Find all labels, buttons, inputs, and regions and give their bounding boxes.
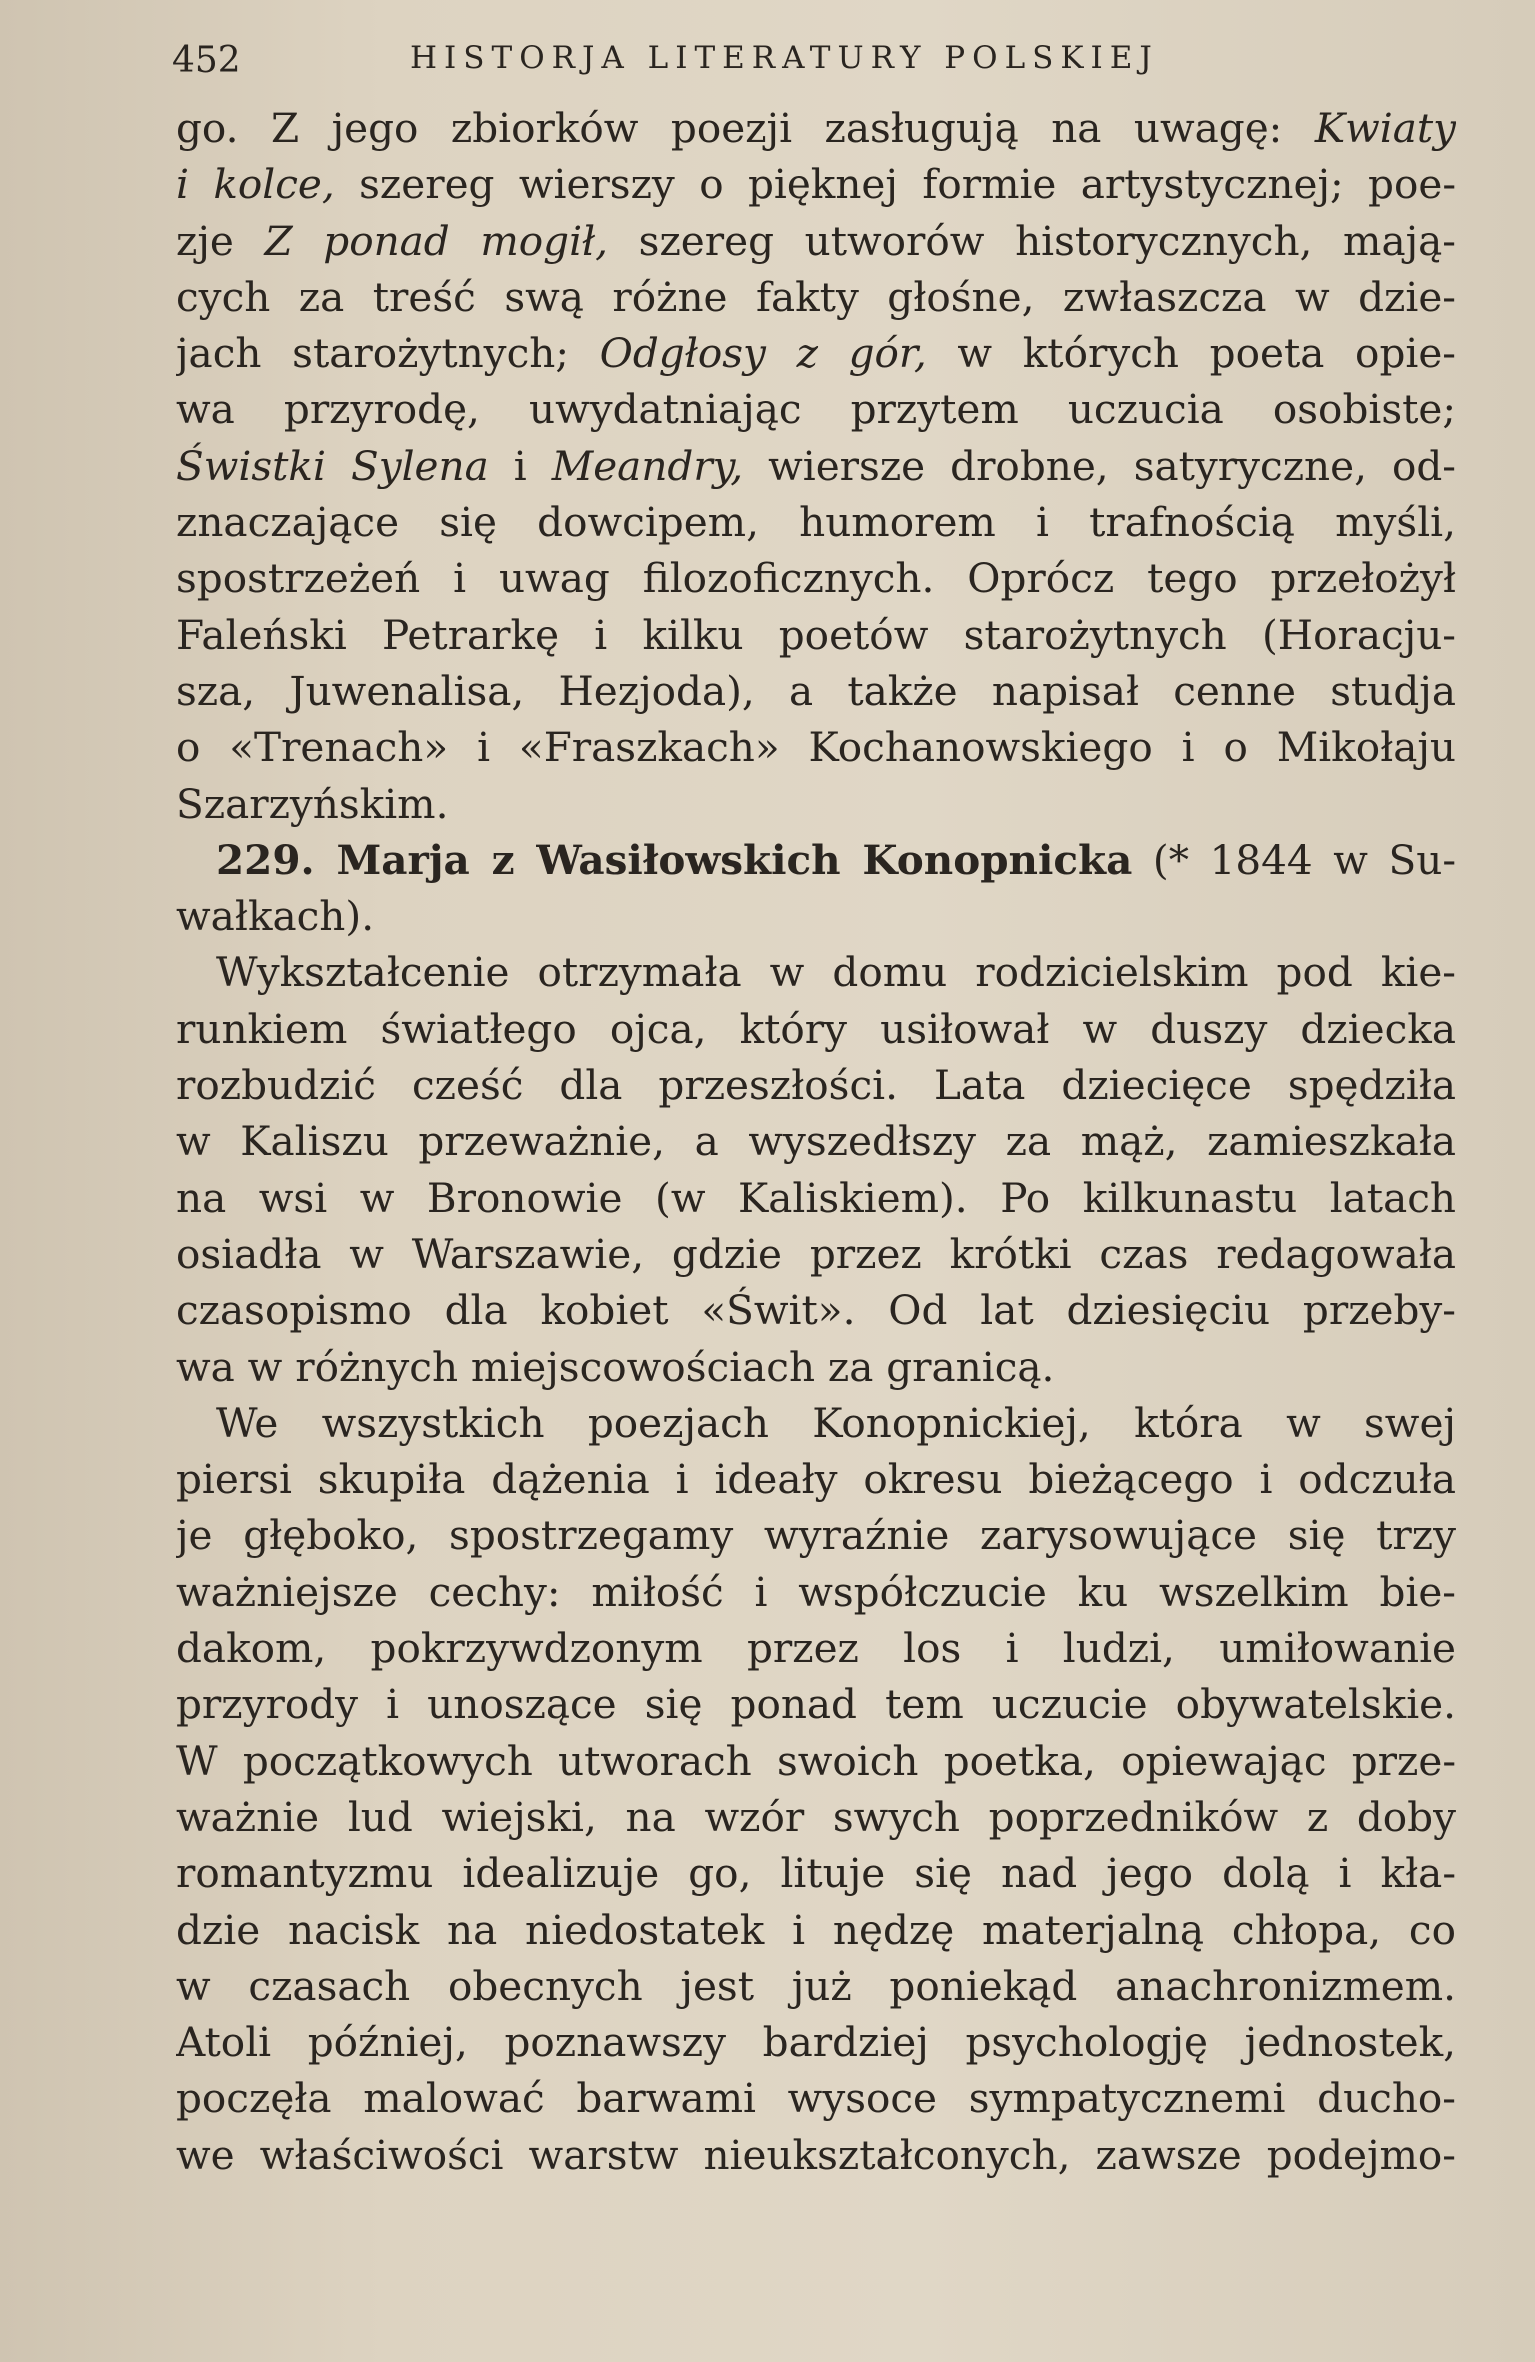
running-title: HISTORJA LITERATURY POLSKIEJ [410,40,1159,76]
text-segment: (* 1844 w Su- [1132,835,1456,884]
text-line [176,269,1456,325]
italic-title: Świstki Sylena [176,441,489,490]
text-segment: Szarzyńskim. [176,779,449,828]
text-segment: wa w różnych miejscowościach za granicą. [176,1342,1055,1391]
text-line [176,100,1456,156]
text-line [176,1789,1456,1845]
text-line [176,1113,1456,1169]
text-segment: wiersze drobne, satyryczne, od- [743,441,1456,490]
text-line [176,550,1456,606]
text-segment: i [488,441,552,490]
text-segment: Atoli później, poznawszy bardziej psychologję jednostek, [176,2018,1456,2067]
text-line [176,1564,1456,1620]
text-segment: znaczające się dowcipem, humorem i trafnością myśli, [176,498,1456,547]
text-segment: osiadła w Warszawie, gdzie przez krótki czas redagowała [176,1229,1456,1278]
text-line [176,1845,1456,1901]
text-segment: W początkowych utworach swoich poetka, opiewając prze- [176,1736,1456,1785]
text-line [176,494,1456,550]
text-segment: wa przyrodę, uwydatniając przytem uczucia osobiste; [176,385,1456,434]
text-segment: rozbudzić cześć dla przeszłości. Lata dziecięce spędziła [176,1061,1456,1110]
text-line [176,663,1456,719]
text-segment: wałkach). [176,892,375,941]
body-text [176,100,1456,2183]
text-line [176,1676,1456,1732]
italic-title: Meandry, [551,441,744,490]
italic-title: Odgłosy z gór, [599,329,927,378]
italic-title: i kolce, [176,160,335,209]
text-segment: we właściwości warstw nieukształconych, zawsze podejmo- [176,2130,1456,2179]
text-segment: w czasach obecnych jest już poniekąd anachronizmem. [176,1961,1456,2010]
text-segment: Wykształcenie otrzymała w domu rodzicielskim pod kie- [216,948,1456,997]
text-line [176,156,1456,212]
text-line [176,325,1456,381]
text-line [176,719,1456,775]
text-segment: ważnie lud wiejski, na wzór swych poprzedników z doby [176,1792,1456,1841]
text-segment: na wsi w Bronowie (w Kaliskiem). Po kilkunastu latach [176,1173,1456,1222]
text-segment: jach starożytnych; [176,329,600,378]
text-segment: zje [176,216,265,265]
text-line [176,381,1456,437]
text-line [176,2014,1456,2070]
text-segment: romantyzmu idealizuje go, lituje się nad jego dolą i kła- [176,1849,1456,1898]
text-line [176,438,1456,494]
text-segment: szereg wierszy o pięknej formie artystycznej; poe- [334,160,1456,209]
text-line [176,944,1456,1000]
text-line [176,1339,1456,1395]
text-segment: spostrzeżeń i uwag filozoficznych. Oprócz tego przełożył [176,554,1456,603]
text-line [176,2070,1456,2126]
italic-title: Z ponad mogił, [264,216,609,265]
text-segment: czasopismo dla kobiet «Świt». Od lat dziesięciu przeby- [176,1286,1456,1335]
text-line [176,1170,1456,1226]
text-segment: ważniejsze cechy: miłość i współczucie ku wszelkim bie- [176,1567,1456,1616]
text-segment: przyrody i unoszące się ponad tem uczucie obywatelskie. [176,1680,1456,1729]
text-segment: We wszystkich poezjach Konopnickiej, która w swej [216,1398,1456,1447]
text-segment: o «Trenach» i «Fraszkach» Kochanowskiego i o Mikołaju [176,723,1456,772]
text-line [176,888,1456,944]
text-line [176,1395,1456,1451]
text-segment: go. Z jego zbiorków poezji zasługują na uwagę: [176,104,1315,152]
text-segment: poczęła malować barwami wysoce sympatycznemi ducho- [176,2074,1456,2123]
text-segment: dakom, pokrzywdzonym przez los i ludzi, umiłowanie [176,1624,1456,1673]
text-segment: sza, Juwenalisa, Hezjoda), a także napisał cenne studja [176,666,1456,715]
text-line [176,2127,1456,2183]
text-segment: Faleński Petrarkę i kilku poetów starożytnych (Horacju- [176,610,1456,659]
text-line [176,1226,1456,1282]
text-segment: w Kaliszu przeważnie, a wyszedłszy za mąż, zamieszkała [176,1117,1456,1166]
text-line [176,1620,1456,1676]
text-segment: szereg utworów historycznych, mają- [608,216,1456,265]
page-number: 452 [172,40,241,81]
text-line [176,776,1456,832]
bold-heading: 229. Marja z Wasiłowskich Konopnicka [216,835,1133,884]
text-line [176,1958,1456,2014]
text-segment: dzie nacisk na niedostatek i nędzę materjalną chłopa, co [176,1905,1456,1954]
text-line [176,1282,1456,1338]
text-segment: je głęboko, spostrzegamy wyraźnie zarysowujące się trzy [176,1511,1456,1560]
text-line [176,1001,1456,1057]
text-line [176,1057,1456,1113]
text-line [176,1902,1456,1958]
text-segment: piersi skupiła dążenia i ideały okresu bieżącego i odczuła [176,1455,1456,1504]
text-segment: runkiem światłego ojca, który usiłował w duszy dziecka [176,1004,1456,1053]
text-line [176,1451,1456,1507]
page-header [172,28,1455,81]
italic-title: Kwiaty [1314,104,1456,152]
text-line [176,1507,1456,1563]
text-line [176,832,1456,888]
text-line [176,213,1456,269]
text-segment: cych za treść swą różne fakty głośne, zwłaszcza w dzie- [176,272,1456,321]
text-line [176,607,1456,663]
text-line [176,1733,1456,1789]
text-segment: w których poeta opie- [926,329,1456,378]
